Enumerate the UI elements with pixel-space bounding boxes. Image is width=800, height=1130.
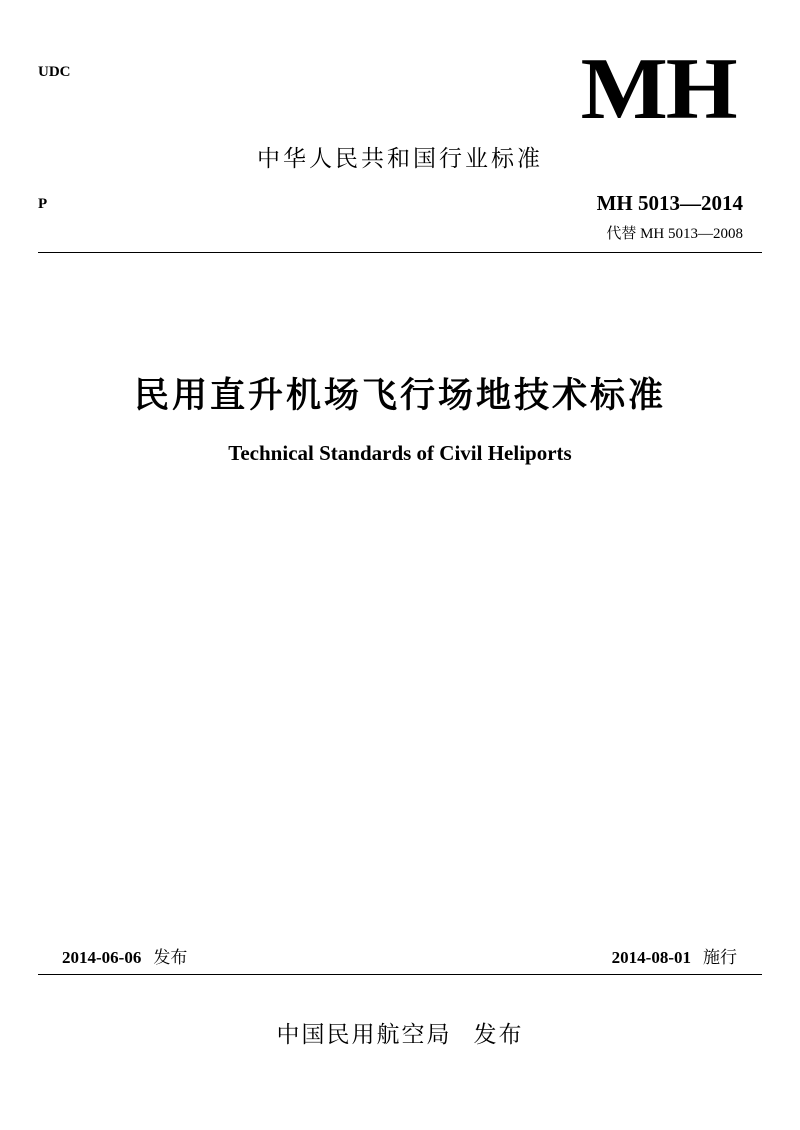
classification-code: P (38, 196, 48, 212)
issuer-line (0, 1016, 800, 1049)
udc-label: UDC (38, 64, 71, 80)
issuer-name: 中国民用航空局 (276, 1022, 452, 1048)
replaces-standard: 代替 MH 5013—2008 (606, 226, 743, 242)
effective-label: 施行 (703, 948, 737, 968)
effective-date: 2014-08-01 (611, 948, 691, 967)
document-title-chinese: 民用直升机场飞行场地技术标准 (133, 376, 666, 416)
industry-standard-heading (0, 140, 800, 173)
standard-number: MH 5013—2014 (596, 191, 743, 215)
mh-logo: MH (581, 41, 736, 138)
issuer-label: 发布 (473, 1022, 524, 1048)
effective-date-block (612, 943, 737, 968)
top-divider (38, 252, 762, 253)
issue-label: 发布 (153, 948, 188, 968)
industry-standard-text: 中华人民共和国行业标准 (257, 146, 543, 172)
issue-date: 2014-06-06 (62, 948, 142, 967)
bottom-divider (38, 974, 762, 975)
issue-date-block (62, 943, 187, 968)
document-title-english: Technical Standards of Civil Heliports (228, 441, 572, 465)
